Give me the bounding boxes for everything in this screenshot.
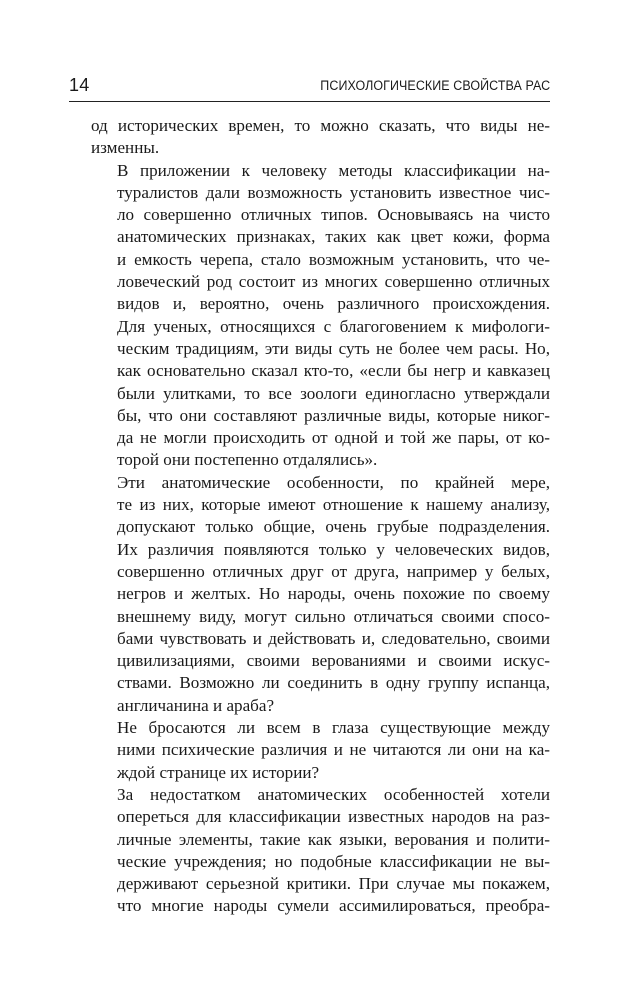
- text-line: допускают только общие, очень грубые подразделения.: [117, 517, 550, 537]
- paragraph: [91, 160, 550, 472]
- paragraph: [91, 784, 550, 918]
- text-line: и емкость черепа, стало возможным установить, что че-: [117, 249, 550, 269]
- text-line: Для ученых, относящихся с благоговением к мифологи-: [117, 316, 550, 336]
- text-line: что многие народы сумели ассимилироваться, преобра-: [117, 896, 550, 916]
- text-line: За недостатком анатомических особенностей хотели: [117, 784, 550, 804]
- text-line: ческие учреждения; но подобные классификации не вы-: [117, 851, 550, 871]
- text-line: совершенно отличных друг от друга, например у белых,: [117, 561, 550, 581]
- text-line: англичанина и араба?: [117, 695, 275, 715]
- text-line: да не могли происходить от одной и той же пары, от ко-: [117, 428, 550, 448]
- body-text: [91, 115, 550, 918]
- text-line: были улитками, то все зоологи единогласно утверждали: [117, 383, 550, 403]
- text-line: од исторических времен, то можно сказать, что виды не-: [91, 116, 550, 135]
- text-line: ствами. Возможно ли соединить в одну группу испанца,: [117, 673, 550, 693]
- text-line: негров и желтых. Но народы, очень похожие по своему: [117, 584, 550, 604]
- paragraph: [91, 115, 550, 160]
- text-line: как основательно сказал кто-то, «если бы негр и кавказец: [117, 361, 550, 381]
- text-line: туралистов дали возможность установить известное чис-: [117, 182, 550, 202]
- paragraph: [91, 717, 550, 784]
- text-line: держивают серьезной критики. При случае мы покажем,: [117, 874, 550, 894]
- text-line: внешнему виду, могут сильно отличаться своими спосо-: [117, 606, 550, 626]
- page-number: 14: [69, 75, 90, 95]
- text-line: бы, что они составляют различные виды, которые никог-: [117, 405, 550, 425]
- paragraph: [91, 472, 550, 717]
- text-line: те из них, которые имеют отношение к нашему анализу,: [117, 495, 550, 515]
- text-line: ждой странице их истории?: [117, 762, 320, 782]
- text-line: анатомических признаках, таких как цвет кожи, форма: [117, 227, 550, 247]
- text-line: ло совершенно отличных типов. Основываясь на чисто: [117, 205, 550, 225]
- text-line: В приложении к человеку методы классификации на-: [117, 160, 550, 180]
- text-line: Эти анатомические особенности, по крайней мере,: [117, 472, 550, 492]
- running-title: ПСИХОЛОГИЧЕСКИЕ СВОЙСТВА РАС: [320, 78, 550, 93]
- text-line: видов и, вероятно, очень различного происхождения.: [117, 294, 550, 314]
- text-line: бами чувствовать и действовать и, следовательно, своими: [117, 628, 550, 648]
- text-line: изменны.: [91, 138, 160, 158]
- text-line: цивилизациями, своими верованиями и своими искус-: [117, 651, 550, 671]
- text-line: Не бросаются ли всем в глаза существующие между: [117, 718, 550, 738]
- text-line: личные элементы, такие как языки, верования и полити-: [117, 829, 550, 849]
- text-line: ческим традициям, эти виды суть не более чем расы. Но,: [117, 338, 550, 358]
- text-line: ловеческий род состоит из многих совершенно отличных: [117, 272, 550, 292]
- text-line: ними психические различия и не читаются ли они на ка-: [117, 740, 550, 760]
- text-line: торой они постепенно отдалялись».: [117, 450, 378, 470]
- running-header: [69, 71, 550, 102]
- text-line: Их различия появляются только у человеческих видов,: [117, 539, 550, 559]
- text-line: опереться для классификации известных народов на раз-: [117, 807, 550, 827]
